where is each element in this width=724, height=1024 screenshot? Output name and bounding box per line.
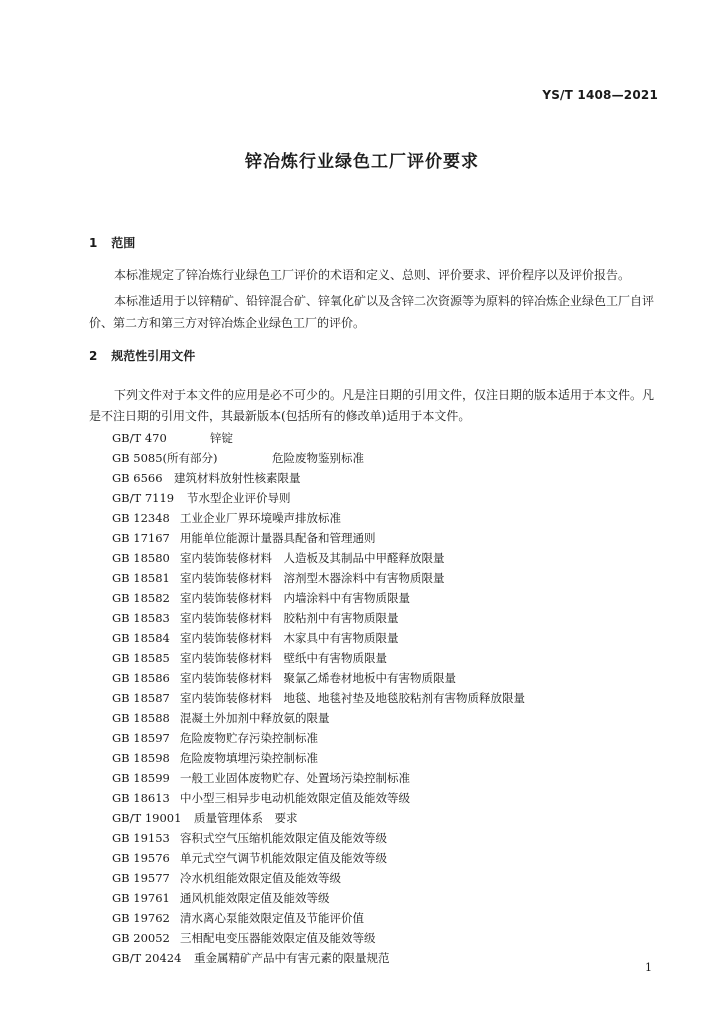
reference-code: GB 18585 (112, 651, 170, 665)
reference-code: GB 18597 (112, 731, 170, 745)
reference-name: 节水型企业评价导则 (187, 491, 291, 505)
standard-code: YS/T 1408—2021 (542, 88, 658, 102)
list-item (112, 628, 525, 648)
paragraph: 本标准规定了锌冶炼行业绿色工厂评价的术语和定义、总则、评价要求、评价程序以及评价报告。 (114, 268, 631, 282)
reference-code: GB 19153 (112, 831, 170, 845)
reference-name: 室内装饰装修材料 人造板及其制品中甲醛释放限量 (180, 551, 445, 565)
reference-code: GB/T 470 (112, 431, 167, 445)
list-item (112, 928, 525, 948)
reference-name: 冷水机组能效限定值及能效等级 (180, 871, 341, 885)
reference-code: GB 19577 (112, 871, 170, 885)
reference-name: 工业企业厂界环境噪声排放标准 (180, 511, 341, 525)
reference-name: 危险废物鉴别标准 (272, 451, 364, 465)
reference-code: GB/T 20424 (112, 951, 182, 965)
reference-code: GB 18599 (112, 771, 170, 785)
reference-name: 锌锭 (210, 431, 233, 445)
list-item (112, 588, 525, 608)
reference-name: 室内装饰装修材料 胶粘剂中有害物质限量 (180, 611, 399, 625)
reference-name: 一般工业固体废物贮存、处置场污染控制标准 (180, 771, 410, 785)
page-number: 1 (645, 961, 652, 974)
list-item (112, 708, 525, 728)
reference-code: GB/T 7119 (112, 491, 175, 505)
reference-name: 建筑材料放射性核素限量 (174, 471, 301, 485)
reference-name: 重金属精矿产品中有害元素的限量规范 (194, 951, 390, 965)
reference-code: GB 18613 (112, 791, 170, 805)
list-item (112, 468, 525, 488)
reference-name: 危险废物填埋污染控制标准 (180, 751, 318, 765)
reference-name: 三相配电变压器能效限定值及能效等级 (180, 931, 376, 945)
reference-name: 清水离心泵能效限定值及节能评价值 (180, 911, 364, 925)
paragraph: 下列文件对于本文件的应用是必不可少的。凡是注日期的引用文件，仅注日期的版本适用于本文件。凡是不注日期的引用文件，其最新版本(包括所有的修改单)适用于本文件。 (89, 388, 655, 423)
reference-code: GB 18586 (112, 671, 170, 685)
reference-name: 室内装饰装修材料 溶剂型木器涂料中有害物质限量 (180, 571, 445, 585)
list-item (112, 948, 525, 968)
reference-code: GB 6566 (112, 471, 163, 485)
reference-name: 用能单位能源计量器具配备和管理通则 (180, 531, 376, 545)
list-item (112, 568, 525, 588)
reference-code: GB 18581 (112, 571, 170, 585)
list-item (112, 888, 525, 908)
paragraph: 本标准适用于以锌精矿、铅锌混合矿、锌氧化矿以及含锌二次资源等为原料的锌冶炼企业绿色工厂自评价、第二方和第三方对锌冶炼企业绿色工厂的评价。 (89, 294, 655, 330)
reference-code: GB 18580 (112, 551, 170, 565)
reference-code: GB/T 19001 (112, 811, 182, 825)
reference-code: GB 18598 (112, 751, 170, 765)
reference-code: GB 5085(所有部分) (112, 451, 218, 465)
reference-name: 容积式空气压缩机能效限定值及能效等级 (180, 831, 387, 845)
section-number: 1 (89, 236, 98, 250)
reference-name: 室内装饰装修材料 地毯、地毯衬垫及地毯胶粘剂有害物质释放限量 (180, 691, 525, 705)
reference-name: 室内装饰装修材料 壁纸中有害物质限量 (180, 651, 387, 665)
reference-name: 室内装饰装修材料 木家具中有害物质限量 (180, 631, 399, 645)
list-item (112, 688, 525, 708)
reference-code: GB 17167 (112, 531, 170, 545)
reference-list (112, 428, 525, 968)
list-item (112, 768, 525, 788)
list-item (112, 528, 525, 548)
list-item (112, 808, 525, 828)
reference-code: GB 19576 (112, 851, 170, 865)
section-1-heading (89, 234, 135, 251)
reference-name: 危险废物贮存污染控制标准 (180, 731, 318, 745)
list-item (112, 908, 525, 928)
reference-name: 单元式空气调节机能效限定值及能效等级 (180, 851, 387, 865)
list-item (112, 748, 525, 768)
reference-code: GB 18583 (112, 611, 170, 625)
reference-code: GB 18584 (112, 631, 170, 645)
list-item (112, 548, 525, 568)
reference-name: 中小型三相异步电动机能效限定值及能效等级 (180, 791, 410, 805)
list-item (112, 428, 525, 448)
list-item (112, 848, 525, 868)
list-item (112, 448, 525, 468)
list-item (112, 868, 525, 888)
section-title: 规范性引用文件 (111, 349, 196, 363)
reference-code: GB 20052 (112, 931, 170, 945)
reference-code: GB 19762 (112, 911, 170, 925)
reference-name: 室内装饰装修材料 内墙涂料中有害物质限量 (180, 591, 410, 605)
list-item (112, 508, 525, 528)
reference-code: GB 18587 (112, 691, 170, 705)
document-title: 锌冶炼行业绿色工厂评价要求 (245, 152, 479, 172)
reference-name: 混凝土外加剂中释放氨的限量 (180, 711, 330, 725)
list-item (112, 608, 525, 628)
reference-name: 质量管理体系 要求 (194, 811, 298, 825)
section-title: 范围 (111, 236, 136, 250)
list-item (112, 648, 525, 668)
list-item (112, 668, 525, 688)
list-item (112, 488, 525, 508)
reference-code: GB 12348 (112, 511, 170, 525)
reference-name: 室内装饰装修材料 聚氯乙烯卷材地板中有害物质限量 (180, 671, 456, 685)
list-item (112, 788, 525, 808)
section-number: 2 (89, 349, 98, 363)
reference-code: GB 18588 (112, 711, 170, 725)
list-item (112, 828, 525, 848)
list-item (112, 728, 525, 748)
reference-code: GB 18582 (112, 591, 170, 605)
section-2-heading (89, 347, 195, 364)
reference-code: GB 19761 (112, 891, 170, 905)
reference-name: 通风机能效限定值及能效等级 (180, 891, 330, 905)
